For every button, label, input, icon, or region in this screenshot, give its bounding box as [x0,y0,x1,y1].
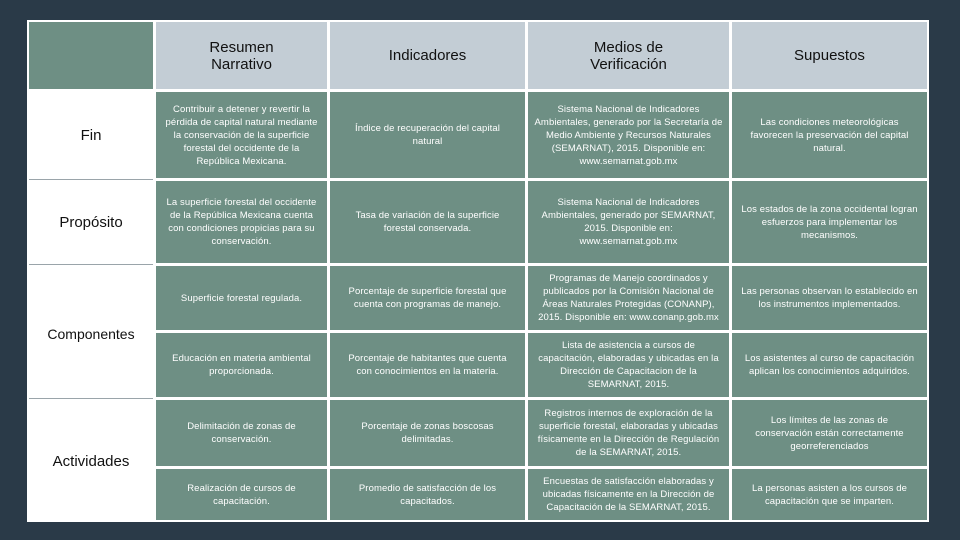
row-label-actividades: Actividades [29,400,153,520]
cell-indicador-6: Promedio de satisfacción de los capacitados. [330,469,525,520]
cell-resumen-3: Superficie forestal regulada. [156,266,327,330]
cell-medio-4: Lista de asistencia a cursos de capacitación, elaboradas y ubicadas en la Dirección de Capacitacion de la SEMARNAT, 2015. [528,333,729,397]
cell-medio-1: Sistema Nacional de Indicadores Ambientales, generado por la Secretaría de Medio Ambiente y Recursos Naturales (SEMARNAT), 2015. Disponible en: www.semarnat.gob.mx [528,92,729,178]
cell-resumen-4: Educación en materia ambiental proporcionada. [156,333,327,397]
cell-supuesto-4: Los asistentes al curso de capacitación aplican los conocimientos adquiridos. [732,333,927,397]
matrix-table [27,20,929,522]
cell-supuesto-1: Las condiciones meteorológicas favorecen la preservación del capital natural. [732,92,927,178]
row-label-proposito: Propósito [29,181,153,263]
cell-resumen-6: Realización de cursos de capacitación. [156,469,327,520]
row-label-divider-3 [29,398,153,399]
cell-supuesto-5: Los límites de las zonas de conservación están correctamente georreferenciados [732,400,927,466]
cell-medio-3: Programas de Manejo coordinados y publicados por la Comisión Nacional de Áreas Naturales Protegidas (CONANP), 2015. Disponible en: www.conanp.gob.mx [528,266,729,330]
cell-indicador-2: Tasa de variación de la superficie forestal conservada. [330,181,525,263]
cell-medio-5: Registros internos de exploración de la superficie forestal, elaboradas y ubicadas físicamente en la Dirección de Regulación de la SEMARNAT, 2015. [528,400,729,466]
cell-indicador-1: Índice de recuperación del capital natural [330,92,525,178]
corner-cell [29,22,153,89]
row-label-fin: Fin [29,92,153,178]
row-label-divider-2 [29,264,153,265]
cell-supuesto-2: Los estados de la zona occidental logran esfuerzos para implementar los mecanismos. [732,181,927,263]
cell-supuesto-6: La personas asisten a los cursos de capacitación que se imparten. [732,469,927,520]
header-medios: Medios de Verificación [528,22,729,89]
cell-medio-6: Encuestas de satisfacción elaboradas y ubicadas físicamente en la Dirección de Capacitación de la SEMARNAT, 2015. [528,469,729,520]
row-label-componentes: Componentes [29,266,153,397]
cell-indicador-5: Porcentaje de zonas boscosas delimitadas. [330,400,525,466]
header-indicadores: Indicadores [330,22,525,89]
cell-indicador-4: Porcentaje de habitantes que cuenta con conocimientos en la materia. [330,333,525,397]
cell-supuesto-3: Las personas observan lo establecido en los instrumentos implementados. [732,266,927,330]
row-label-divider-1 [29,179,153,180]
cell-resumen-5: Delimitación de zonas de conservación. [156,400,327,466]
cell-medio-2: Sistema Nacional de Indicadores Ambientales, generado por SEMARNAT, 2015. Disponible en: www.semarnat.gob.mx [528,181,729,263]
cell-resumen-2: La superficie forestal del occidente de la República Mexicana cuenta con condiciones propicias para su conservación. [156,181,327,263]
cell-indicador-3: Porcentaje de superficie forestal que cuenta con programas de manejo. [330,266,525,330]
cell-resumen-1: Contribuir a detener y revertir la pérdida de capital natural mediante la conservación de la superficie forestal del occidente de la República Mexicana. [156,92,327,178]
header-resumen: Resumen Narrativo [156,22,327,89]
header-supuestos: Supuestos [732,22,927,89]
